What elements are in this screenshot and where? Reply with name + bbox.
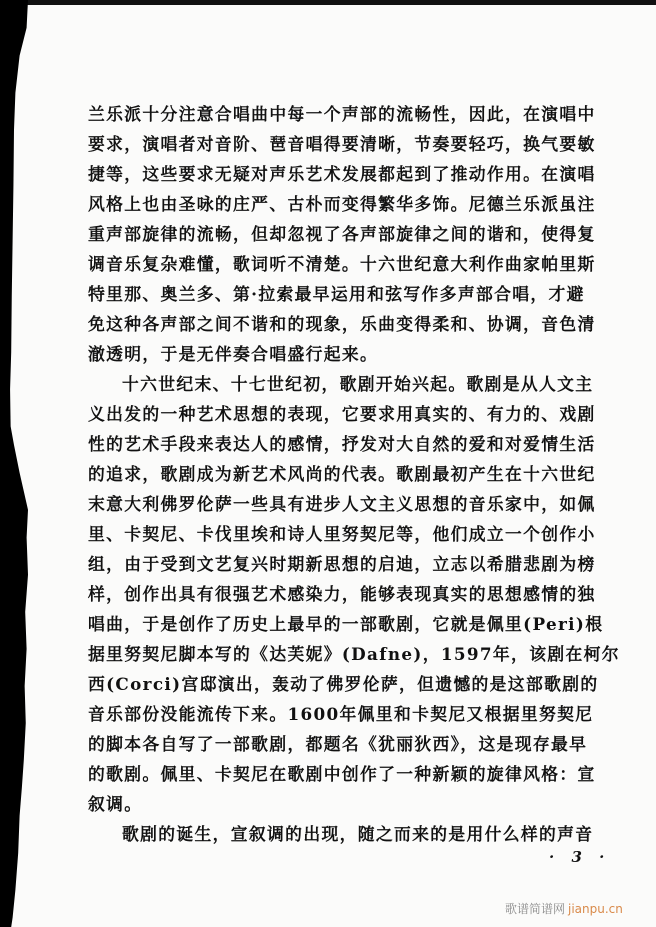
watermark [505, 900, 623, 917]
text-line: 免这种各声部之间不谐和的现象，乐曲变得柔和、协调，音色清 [88, 314, 596, 334]
text-line: 义出发的一种艺术思想的表现，它要求用真实的、有力的、戏剧 [88, 404, 596, 424]
text-line: 唱曲，于是创作了历史上最早的一部歌剧，它就是佩里(Peri)根 [88, 614, 604, 634]
text-line: 里、卡契尼、卡伐里埃和诗人里努契尼等，他们成立一个创作小 [88, 524, 596, 544]
scan-border-top [0, 0, 656, 5]
text-line: 性的艺术手段来表达人的感情，抒发对大自然的爱和对爱情生活 [88, 434, 596, 454]
text-line: 捷等，这些要求无疑对声乐艺术发展都起到了推动作用。在演唱 [88, 164, 596, 184]
watermark-chinese: 歌谱简谱网 [505, 902, 566, 916]
text-line: 风格上也由圣咏的庄严、古朴而变得繁华多饰。尼德兰乐派虽注 [88, 194, 596, 214]
text-line: 末意大利佛罗伦萨一些具有进步人文主义思想的音乐家中，如佩 [88, 494, 596, 514]
text-line: 组，由于受到文艺复兴时期新思想的启迪，立志以希腊悲剧为榜 [88, 554, 596, 574]
text-line: 叙调。 [88, 794, 143, 814]
text-line: 的歌剧。佩里、卡契尼在歌剧中创作了一种新颖的旋律风格：宣 [88, 764, 596, 784]
text-line: 的追求，歌剧成为新艺术风尚的代表。歌剧最初产生在十六世纪 [88, 464, 596, 484]
text-line: 重声部旋律的流畅，但却忽视了各声部旋律之间的谐和，使得复 [88, 224, 596, 244]
page-number: · 3 · [549, 848, 611, 866]
text-line: 样，创作出具有很强艺术感染力，能够表现真实的思想感情的独 [88, 584, 596, 604]
text-line: 的脚本各自写了一部歌剧，都题名《犹丽狄西》，这是现存最早 [88, 734, 588, 754]
text-line: 特里那、奥兰多、第·拉索最早运用和弦写作多声部合唱，才避 [88, 284, 585, 304]
text-line: 要求，演唱者对音阶、琶音唱得要清晰，节奏要轻巧，换气要敏 [88, 134, 596, 154]
paragraph-start-line: 十六世纪末、十七世纪初，歌剧开始兴起。歌剧是从人文主 [122, 374, 594, 394]
watermark-domain: jianpu.cn [568, 902, 623, 916]
text-line: 澈透明，于是无伴奏合唱盛行起来。 [88, 344, 379, 364]
text-line: 兰乐派十分注意合唱曲中每一个声部的流畅性，因此，在演唱中 [88, 104, 596, 124]
text-line: 据里努契尼脚本写的《达芙妮》(Dafne)，1597年，该剧在柯尔 [88, 644, 620, 664]
scan-border-left [0, 0, 28, 927]
text-line: 音乐部份没能流传下来。1600年佩里和卡契尼又根据里努契尼 [88, 704, 594, 724]
paragraph-start-line: 歌剧的诞生，宣叙调的出现，随之而来的是用什么样的声音 [122, 824, 594, 844]
text-line: 调音乐复杂难懂，歌词听不清楚。十六世纪意大利作曲家帕里斯 [88, 254, 596, 274]
body-text [88, 99, 620, 849]
text-line: 西(Corci)宫邸演出，轰动了佛罗伦萨，但遗憾的是这部歌剧的 [88, 674, 599, 694]
